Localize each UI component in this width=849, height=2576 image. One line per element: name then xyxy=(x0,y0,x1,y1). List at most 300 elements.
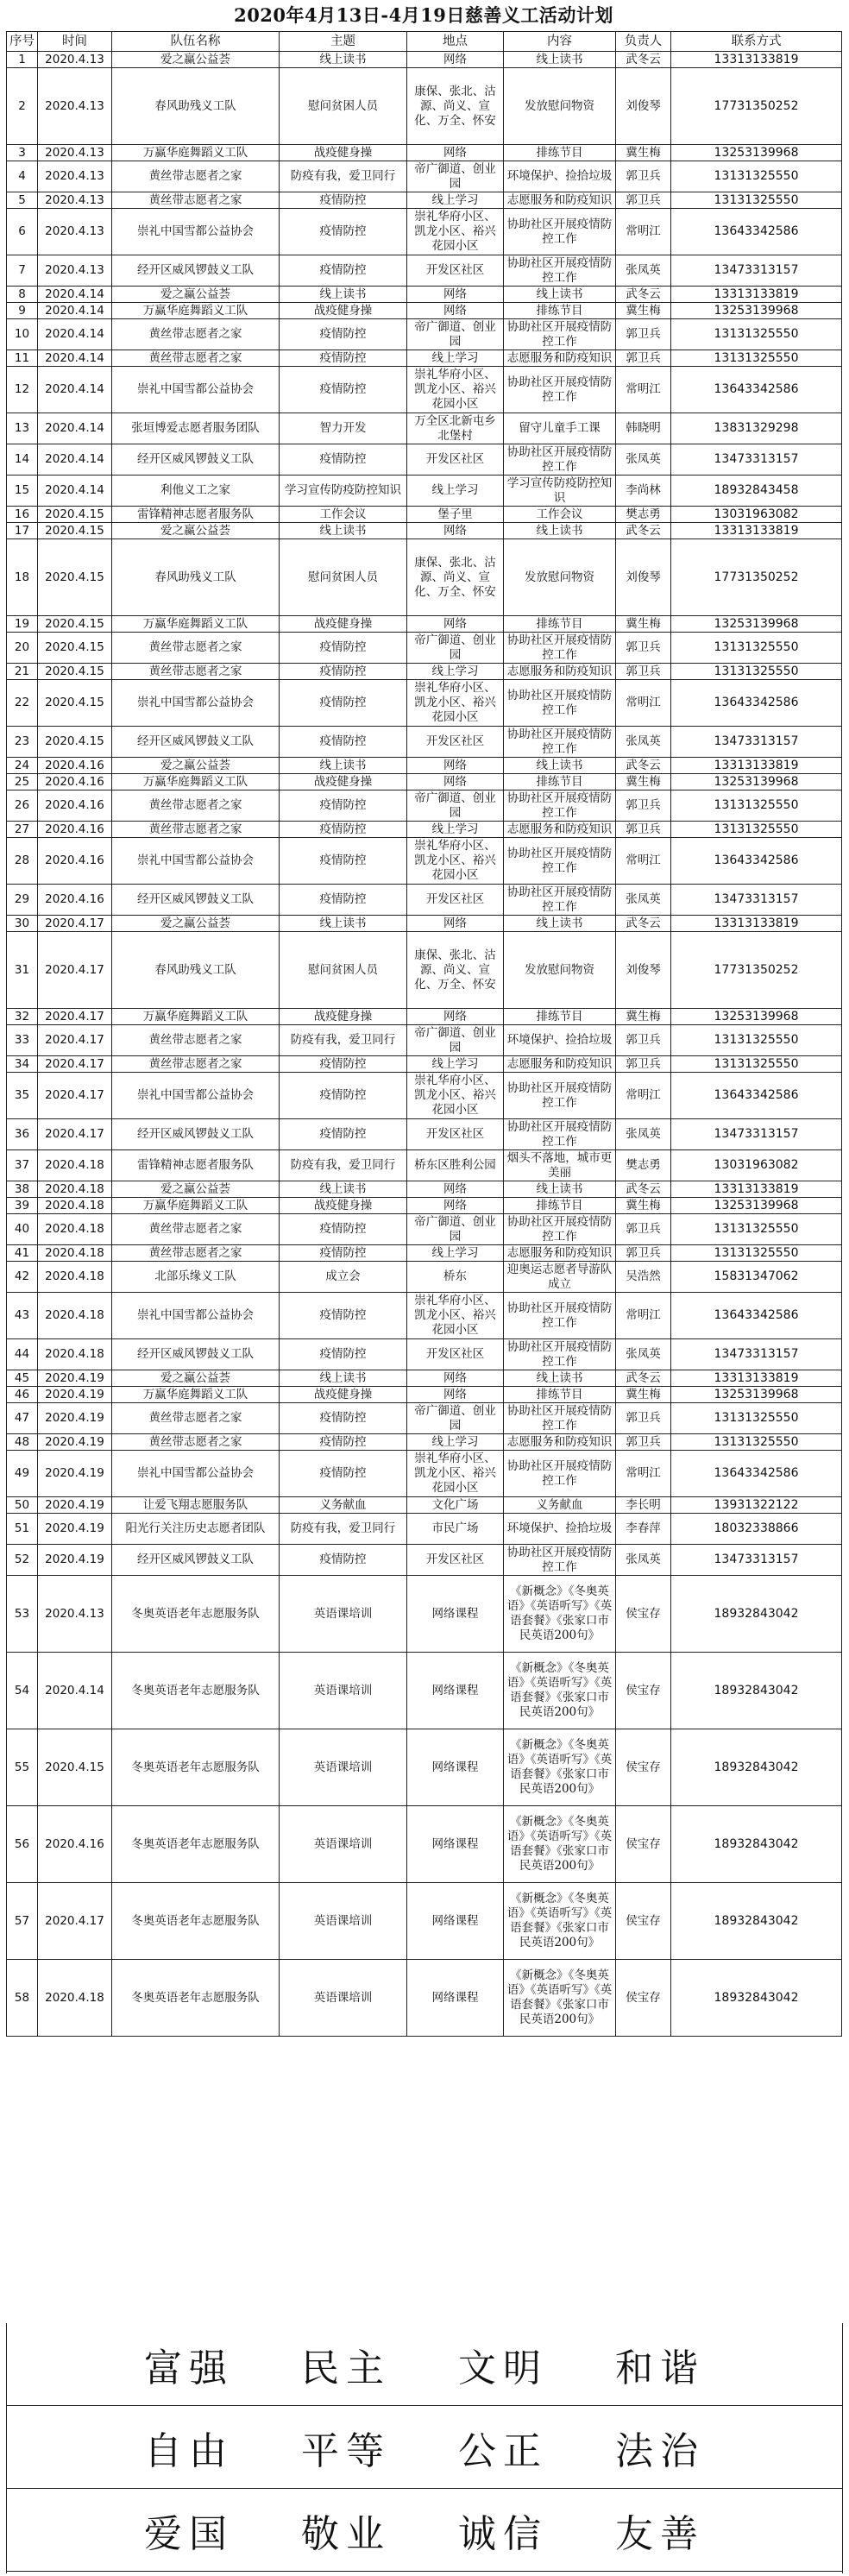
cell-theme: 疫情防控 xyxy=(280,1214,407,1245)
cell-date: 2020.4.15 xyxy=(38,523,112,539)
cell-date: 2020.4.14 xyxy=(38,413,112,444)
cell-content: 协助社区开展疫情防控工作 xyxy=(504,209,616,255)
cell-team: 崇礼中国雪都公益协会 xyxy=(112,1451,280,1497)
cell-date: 2020.4.14 xyxy=(38,287,112,303)
cell-leader: 郭卫兵 xyxy=(616,350,671,367)
cell-date: 2020.4.16 xyxy=(38,1806,112,1883)
cell-team: 万赢华庭舞蹈义工队 xyxy=(112,303,280,319)
table-row xyxy=(7,145,842,161)
cell-theme: 疫情防控 xyxy=(280,1119,407,1150)
table-row xyxy=(7,444,842,476)
cell-phone: 13131325550 xyxy=(671,822,842,838)
table-row xyxy=(7,1960,842,2037)
cell-date: 2020.4.15 xyxy=(38,727,112,758)
table-row xyxy=(7,1883,842,1960)
cell-team: 万赢华庭舞蹈义工队 xyxy=(112,774,280,790)
cell-team: 爱之赢公益荟 xyxy=(112,52,280,68)
cell-content: 线上读书 xyxy=(504,1370,616,1387)
cell-content: 协助社区开展疫情防控工作 xyxy=(504,1403,616,1434)
cell-date: 2020.4.15 xyxy=(38,1729,112,1806)
cell-theme: 防疫有我，爱卫同行 xyxy=(280,161,407,192)
cell-leader: 冀生梅 xyxy=(616,1387,671,1403)
cell-place: 帝广御道、创业园 xyxy=(407,1403,504,1434)
core-values-panel xyxy=(6,2323,843,2573)
cell-place: 网络 xyxy=(407,774,504,790)
cell-leader: 常明江 xyxy=(616,367,671,413)
cell-team: 冬奥英语老年志愿服务队 xyxy=(112,1960,280,2037)
header-team: 队伍名称 xyxy=(112,32,280,52)
cell-leader: 张凤英 xyxy=(616,1339,671,1370)
cell-no: 20 xyxy=(7,633,38,664)
cell-theme: 防疫有我，爱卫同行 xyxy=(280,1150,407,1181)
cell-theme: 慰问贫困人员 xyxy=(280,68,407,145)
cell-leader: 常明江 xyxy=(616,209,671,255)
cell-team: 雷锋精神志愿者服务队 xyxy=(112,507,280,523)
cell-team: 黄丝带志愿者之家 xyxy=(112,790,280,822)
cell-date: 2020.4.14 xyxy=(38,476,112,507)
cell-place: 网络 xyxy=(407,523,504,539)
cell-leader: 刘俊琴 xyxy=(616,539,671,616)
cell-theme: 慰问贫困人员 xyxy=(280,932,407,1009)
cell-team: 万赢华庭舞蹈义工队 xyxy=(112,145,280,161)
cell-leader: 郭卫兵 xyxy=(616,1025,671,1056)
cell-phone: 13253139968 xyxy=(671,1009,842,1025)
cell-place: 线上学习 xyxy=(407,476,504,507)
cell-phone: 13131325550 xyxy=(671,1245,842,1262)
table-row xyxy=(7,1545,842,1576)
cell-team: 万赢华庭舞蹈义工队 xyxy=(112,1198,280,1214)
header-date: 时间 xyxy=(38,32,112,52)
cell-no: 4 xyxy=(7,161,38,192)
cell-phone: 13131325550 xyxy=(671,319,842,350)
table-row xyxy=(7,1387,842,1403)
cell-place: 康保、张北、沽源、尚义、宣化、万全、怀安 xyxy=(407,68,504,145)
table-row xyxy=(7,350,842,367)
cell-place: 网络 xyxy=(407,1387,504,1403)
cell-leader: 张凤英 xyxy=(616,255,671,287)
cell-theme: 线上读书 xyxy=(280,1181,407,1198)
cell-team: 春风助残义工队 xyxy=(112,932,280,1009)
cell-date: 2020.4.13 xyxy=(38,68,112,145)
cell-place: 帝广御道、创业园 xyxy=(407,790,504,822)
cell-leader: 郭卫兵 xyxy=(616,1434,671,1451)
table-row xyxy=(7,1245,842,1262)
cell-leader: 冀生梅 xyxy=(616,145,671,161)
cell-date: 2020.4.18 xyxy=(38,1150,112,1181)
cell-no: 16 xyxy=(7,507,38,523)
cell-place: 线上学习 xyxy=(407,1434,504,1451)
cell-place: 市民广场 xyxy=(407,1514,504,1545)
header-theme: 主题 xyxy=(280,32,407,52)
cell-team: 万赢华庭舞蹈义工队 xyxy=(112,1009,280,1025)
cell-phone: 13131325550 xyxy=(671,161,842,192)
cell-content: 排练节目 xyxy=(504,145,616,161)
cell-phone: 13473313157 xyxy=(671,255,842,287)
table-row xyxy=(7,633,842,664)
cell-content: 环境保护、捡拾垃圾 xyxy=(504,1514,616,1545)
cell-date: 2020.4.16 xyxy=(38,790,112,822)
cell-content: 线上读书 xyxy=(504,916,616,932)
cell-no: 22 xyxy=(7,680,38,727)
cell-team: 黄丝带志愿者之家 xyxy=(112,822,280,838)
cell-no: 33 xyxy=(7,1025,38,1056)
cell-place: 帝广御道、创业园 xyxy=(407,1025,504,1056)
cell-date: 2020.4.18 xyxy=(38,1214,112,1245)
cell-content: 发放慰问物资 xyxy=(504,539,616,616)
document-page xyxy=(6,0,841,2037)
cell-leader: 郭卫兵 xyxy=(616,633,671,664)
cell-team: 黄丝带志愿者之家 xyxy=(112,319,280,350)
cell-no: 8 xyxy=(7,287,38,303)
cell-date: 2020.4.14 xyxy=(38,1653,112,1729)
cell-team: 万赢华庭舞蹈义工队 xyxy=(112,1387,280,1403)
table-row xyxy=(7,1214,842,1245)
cell-theme: 英语课培训 xyxy=(280,1576,407,1653)
cell-team: 经开区威风锣鼓义工队 xyxy=(112,444,280,476)
cell-place: 崇礼华府小区、凯龙小区、裕兴花园小区 xyxy=(407,1293,504,1339)
table-row xyxy=(7,161,842,192)
cell-team: 崇礼中国雪都公益协会 xyxy=(112,367,280,413)
cell-place: 崇礼华府小区、凯龙小区、裕兴花园小区 xyxy=(407,1451,504,1497)
cell-date: 2020.4.19 xyxy=(38,1387,112,1403)
cell-no: 47 xyxy=(7,1403,38,1434)
cell-theme: 疫情防控 xyxy=(280,1434,407,1451)
table-row xyxy=(7,1514,842,1545)
cell-place: 线上学习 xyxy=(407,1245,504,1262)
cell-leader: 李长明 xyxy=(616,1497,671,1514)
cell-theme: 疫情防控 xyxy=(280,790,407,822)
cell-date: 2020.4.14 xyxy=(38,444,112,476)
cell-date: 2020.4.16 xyxy=(38,822,112,838)
cell-date: 2020.4.15 xyxy=(38,633,112,664)
cell-phone: 18932843042 xyxy=(671,1729,842,1806)
cell-leader: 郭卫兵 xyxy=(616,1245,671,1262)
table-row xyxy=(7,1451,842,1497)
cell-no: 14 xyxy=(7,444,38,476)
cell-team: 黄丝带志愿者之家 xyxy=(112,161,280,192)
cell-phone: 13473313157 xyxy=(671,885,842,916)
cell-team: 冬奥英语老年志愿服务队 xyxy=(112,1806,280,1883)
cell-place: 网络 xyxy=(407,1181,504,1198)
cell-theme: 线上读书 xyxy=(280,287,407,303)
cell-team: 黄丝带志愿者之家 xyxy=(112,1403,280,1434)
cell-team: 让爱飞翔志愿服务队 xyxy=(112,1497,280,1514)
cell-no: 31 xyxy=(7,932,38,1009)
cell-no: 34 xyxy=(7,1056,38,1073)
table-row xyxy=(7,367,842,413)
cell-content: 排练节目 xyxy=(504,616,616,633)
cell-date: 2020.4.13 xyxy=(38,145,112,161)
cell-date: 2020.4.17 xyxy=(38,1009,112,1025)
cell-theme: 疫情防控 xyxy=(280,209,407,255)
header-place: 地点 xyxy=(407,32,504,52)
cell-no: 36 xyxy=(7,1119,38,1150)
table-row xyxy=(7,838,842,885)
cell-theme: 线上读书 xyxy=(280,52,407,68)
cell-team: 黄丝带志愿者之家 xyxy=(112,1056,280,1073)
cell-leader: 常明江 xyxy=(616,1293,671,1339)
cell-content: 《新概念》《冬奥英语》《英语听写》《英语套餐》《张家口市民英语200句》 xyxy=(504,1960,616,2037)
cell-phone: 13253139968 xyxy=(671,616,842,633)
cell-team: 春风助残义工队 xyxy=(112,539,280,616)
cell-date: 2020.4.16 xyxy=(38,758,112,774)
cell-leader: 侯宝存 xyxy=(616,1806,671,1883)
cell-content: 线上读书 xyxy=(504,287,616,303)
cell-date: 2020.4.17 xyxy=(38,1073,112,1119)
cell-no: 40 xyxy=(7,1214,38,1245)
cell-theme: 疫情防控 xyxy=(280,1403,407,1434)
cell-theme: 战疫健身操 xyxy=(280,303,407,319)
cell-date: 2020.4.17 xyxy=(38,932,112,1009)
cell-phone: 13473313157 xyxy=(671,1119,842,1150)
slogan-word: 爱国 xyxy=(144,2511,234,2556)
cell-phone: 13473313157 xyxy=(671,1339,842,1370)
table-header-row xyxy=(7,32,842,52)
table-row xyxy=(7,680,842,727)
table-row xyxy=(7,507,842,523)
cell-content: 协助社区开展疫情防控工作 xyxy=(504,633,616,664)
cell-leader: 郭卫兵 xyxy=(616,790,671,822)
cell-team: 爱之赢公益荟 xyxy=(112,523,280,539)
cell-date: 2020.4.18 xyxy=(38,1245,112,1262)
cell-leader: 侯宝存 xyxy=(616,1960,671,2037)
cell-content: 排练节目 xyxy=(504,1198,616,1214)
table-body xyxy=(7,52,842,2037)
cell-leader: 李春萍 xyxy=(616,1514,671,1545)
cell-leader: 侯宝存 xyxy=(616,1653,671,1729)
cell-content: 协助社区开展疫情防控工作 xyxy=(504,444,616,476)
cell-content: 协助社区开展疫情防控工作 xyxy=(504,1451,616,1497)
cell-team: 黄丝带志愿者之家 xyxy=(112,192,280,209)
cell-no: 15 xyxy=(7,476,38,507)
cell-place: 网络课程 xyxy=(407,1883,504,1960)
cell-leader: 郭卫兵 xyxy=(616,1214,671,1245)
cell-no: 10 xyxy=(7,319,38,350)
cell-theme: 线上读书 xyxy=(280,758,407,774)
table-row xyxy=(7,1653,842,1729)
cell-team: 经开区威风锣鼓义工队 xyxy=(112,1339,280,1370)
cell-content: 迎奥运志愿者导游队成立 xyxy=(504,1262,616,1293)
cell-leader: 吴浩然 xyxy=(616,1262,671,1293)
cell-team: 经开区威风锣鼓义工队 xyxy=(112,885,280,916)
cell-place: 线上学习 xyxy=(407,350,504,367)
cell-no: 19 xyxy=(7,616,38,633)
cell-place: 网络课程 xyxy=(407,1653,504,1729)
cell-content: 《新概念》《冬奥英语》《英语听写》《英语套餐》《张家口市民英语200句》 xyxy=(504,1729,616,1806)
cell-phone: 13473313157 xyxy=(671,444,842,476)
cell-place: 网络 xyxy=(407,1370,504,1387)
cell-no: 49 xyxy=(7,1451,38,1497)
cell-phone: 13131325550 xyxy=(671,350,842,367)
cell-date: 2020.4.13 xyxy=(38,209,112,255)
cell-content: 协助社区开展疫情防控工作 xyxy=(504,1073,616,1119)
cell-no: 50 xyxy=(7,1497,38,1514)
cell-team: 爱之赢公益荟 xyxy=(112,758,280,774)
slogan-word: 和谐 xyxy=(615,2346,705,2390)
cell-no: 55 xyxy=(7,1729,38,1806)
cell-team: 冬奥英语老年志愿服务队 xyxy=(112,1653,280,1729)
cell-place: 帝广御道、创业园 xyxy=(407,633,504,664)
cell-phone: 13643342586 xyxy=(671,1293,842,1339)
cell-date: 2020.4.18 xyxy=(38,1198,112,1214)
cell-team: 黄丝带志愿者之家 xyxy=(112,350,280,367)
cell-leader: 郭卫兵 xyxy=(616,822,671,838)
cell-no: 56 xyxy=(7,1806,38,1883)
cell-team: 黄丝带志愿者之家 xyxy=(112,1214,280,1245)
cell-place: 开发区社区 xyxy=(407,1119,504,1150)
cell-leader: 樊志勇 xyxy=(616,507,671,523)
cell-phone: 13031963082 xyxy=(671,1150,842,1181)
cell-team: 崇礼中国雪都公益协会 xyxy=(112,1293,280,1339)
cell-leader: 侯宝存 xyxy=(616,1883,671,1960)
cell-no: 30 xyxy=(7,916,38,932)
cell-leader: 张凤英 xyxy=(616,444,671,476)
cell-phone: 13643342586 xyxy=(671,680,842,727)
cell-place: 开发区社区 xyxy=(407,444,504,476)
cell-content: 协助社区开展疫情防控工作 xyxy=(504,727,616,758)
cell-theme: 战疫健身操 xyxy=(280,1198,407,1214)
cell-theme: 英语课培训 xyxy=(280,1653,407,1729)
cell-no: 21 xyxy=(7,664,38,680)
cell-place: 网络课程 xyxy=(407,1729,504,1806)
table-row xyxy=(7,476,842,507)
table-row xyxy=(7,1339,842,1370)
cell-content: 烟头不落地，城市更美丽 xyxy=(504,1150,616,1181)
cell-team: 黄丝带志愿者之家 xyxy=(112,1434,280,1451)
cell-place: 线上学习 xyxy=(407,822,504,838)
slogan-word: 诚信 xyxy=(458,2511,548,2556)
cell-leader: 李尚林 xyxy=(616,476,671,507)
cell-date: 2020.4.14 xyxy=(38,350,112,367)
cell-team: 爱之赢公益荟 xyxy=(112,287,280,303)
cell-date: 2020.4.18 xyxy=(38,1293,112,1339)
cell-date: 2020.4.16 xyxy=(38,774,112,790)
table-row xyxy=(7,1056,842,1073)
cell-phone: 13931322122 xyxy=(671,1497,842,1514)
cell-content: 《新概念》《冬奥英语》《英语听写》《英语套餐》《张家口市民英语200句》 xyxy=(504,1653,616,1729)
slogan-row xyxy=(7,2489,842,2572)
cell-theme: 疫情防控 xyxy=(280,1451,407,1497)
cell-no: 42 xyxy=(7,1262,38,1293)
slogan-word: 公正 xyxy=(458,2428,548,2473)
table-row xyxy=(7,790,842,822)
cell-theme: 疫情防控 xyxy=(280,1545,407,1576)
cell-theme: 战疫健身操 xyxy=(280,145,407,161)
cell-theme: 疫情防控 xyxy=(280,1245,407,1262)
cell-theme: 线上读书 xyxy=(280,916,407,932)
cell-phone: 15831347062 xyxy=(671,1262,842,1293)
cell-no: 43 xyxy=(7,1293,38,1339)
cell-place: 帝广御道、创业园 xyxy=(407,319,504,350)
cell-no: 29 xyxy=(7,885,38,916)
table-row xyxy=(7,916,842,932)
cell-theme: 疫情防控 xyxy=(280,255,407,287)
cell-date: 2020.4.19 xyxy=(38,1370,112,1387)
cell-content: 线上读书 xyxy=(504,1181,616,1198)
cell-theme: 智力开发 xyxy=(280,413,407,444)
table-row xyxy=(7,822,842,838)
cell-theme: 战疫健身操 xyxy=(280,1009,407,1025)
cell-phone: 13831329298 xyxy=(671,413,842,444)
header-no: 序号 xyxy=(7,32,38,52)
cell-place: 开发区社区 xyxy=(407,1545,504,1576)
activity-table xyxy=(6,31,842,2037)
cell-no: 35 xyxy=(7,1073,38,1119)
cell-phone: 13643342586 xyxy=(671,1451,842,1497)
cell-place: 文化广场 xyxy=(407,1497,504,1514)
cell-date: 2020.4.17 xyxy=(38,916,112,932)
cell-date: 2020.4.13 xyxy=(38,52,112,68)
cell-no: 9 xyxy=(7,303,38,319)
cell-no: 41 xyxy=(7,1245,38,1262)
table-row xyxy=(7,1293,842,1339)
cell-leader: 常明江 xyxy=(616,838,671,885)
cell-content: 志愿服务和防疫知识 xyxy=(504,1245,616,1262)
table-row xyxy=(7,209,842,255)
cell-content: 协助社区开展疫情防控工作 xyxy=(504,255,616,287)
cell-phone: 18932843042 xyxy=(671,1960,842,2037)
cell-place: 网络 xyxy=(407,1198,504,1214)
cell-team: 雷锋精神志愿者服务队 xyxy=(112,1150,280,1181)
cell-team: 黄丝带志愿者之家 xyxy=(112,1025,280,1056)
cell-no: 2 xyxy=(7,68,38,145)
cell-team: 爱之赢公益荟 xyxy=(112,1370,280,1387)
cell-theme: 英语课培训 xyxy=(280,1883,407,1960)
cell-phone: 18932843042 xyxy=(671,1653,842,1729)
cell-no: 12 xyxy=(7,367,38,413)
cell-date: 2020.4.19 xyxy=(38,1497,112,1514)
cell-team: 经开区威风锣鼓义工队 xyxy=(112,727,280,758)
table-row xyxy=(7,774,842,790)
cell-no: 32 xyxy=(7,1009,38,1025)
table-row xyxy=(7,192,842,209)
cell-place: 帝广御道、创业园 xyxy=(407,1214,504,1245)
cell-leader: 武冬云 xyxy=(616,523,671,539)
table-row xyxy=(7,1403,842,1434)
table-row xyxy=(7,319,842,350)
cell-phone: 13131325550 xyxy=(671,633,842,664)
cell-phone: 13313133819 xyxy=(671,287,842,303)
cell-content: 协助社区开展疫情防控工作 xyxy=(504,885,616,916)
cell-leader: 武冬云 xyxy=(616,758,671,774)
cell-date: 2020.4.19 xyxy=(38,1434,112,1451)
cell-theme: 工作会议 xyxy=(280,507,407,523)
slogan-word: 文明 xyxy=(458,2346,548,2390)
cell-content: 工作会议 xyxy=(504,507,616,523)
cell-phone: 18032338866 xyxy=(671,1514,842,1545)
cell-theme: 线上读书 xyxy=(280,523,407,539)
table-row xyxy=(7,727,842,758)
table-row xyxy=(7,1497,842,1514)
cell-no: 11 xyxy=(7,350,38,367)
cell-date: 2020.4.13 xyxy=(38,192,112,209)
cell-team: 经开区威风锣鼓义工队 xyxy=(112,255,280,287)
cell-date: 2020.4.15 xyxy=(38,539,112,616)
cell-phone: 13131325550 xyxy=(671,1434,842,1451)
cell-theme: 疫情防控 xyxy=(280,192,407,209)
cell-date: 2020.4.15 xyxy=(38,507,112,523)
cell-content: 协助社区开展疫情防控工作 xyxy=(504,1339,616,1370)
cell-content: 协助社区开展疫情防控工作 xyxy=(504,790,616,822)
cell-no: 7 xyxy=(7,255,38,287)
cell-content: 发放慰问物资 xyxy=(504,932,616,1009)
cell-theme: 疫情防控 xyxy=(280,822,407,838)
table-row xyxy=(7,52,842,68)
cell-no: 48 xyxy=(7,1434,38,1451)
cell-place: 网络 xyxy=(407,145,504,161)
cell-date: 2020.4.19 xyxy=(38,1545,112,1576)
cell-no: 28 xyxy=(7,838,38,885)
